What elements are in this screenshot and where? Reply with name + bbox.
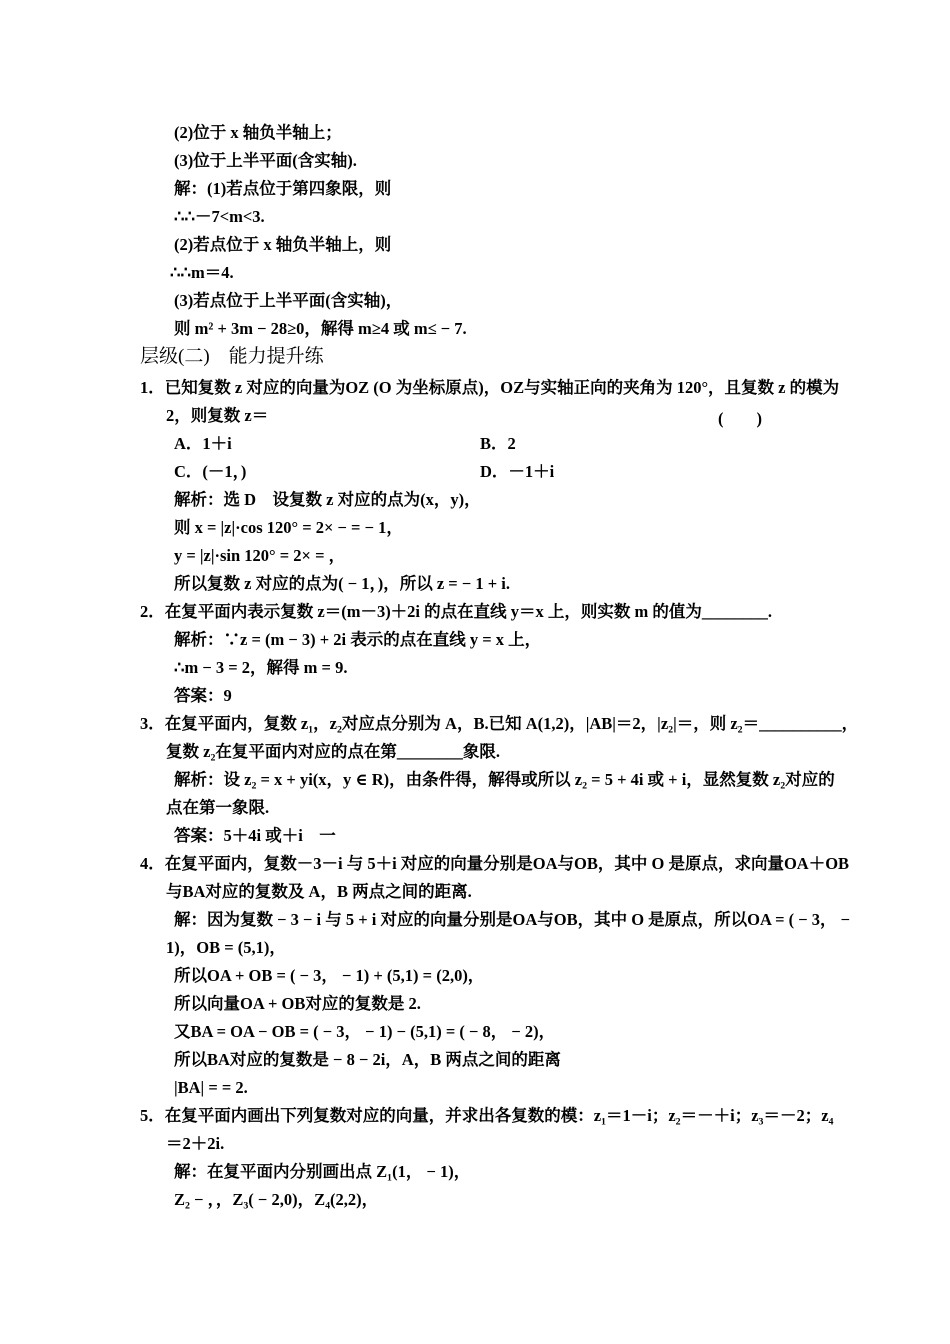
text-line: 与BA对应的复数及 A，B 两点之间的距离.	[166, 882, 472, 901]
choice-c: C．(－1，)	[174, 462, 247, 481]
question-2: 2．在复平面内表示复数 z＝(m－3)＋2i 的点在直线 y＝x 上，则实数 m 的值为________.	[140, 602, 773, 621]
question-4: 4．在复平面内，复数－3－i 与 5＋i 对应的向量分别是OA与OB，其中 O 是原点，求向量OA＋OB	[140, 854, 850, 873]
question-5: 5．在复平面内画出下列复数对应的向量，并求出各复数的模：z₁＝1－i；z₂＝－＋i；z₃＝－2；z₄	[140, 1106, 834, 1125]
question-3: 3．在复平面内，复数 z₁，z₂对应点分别为 A，B.已知 A(1,2)，|AB|＝2，|z₂|＝，则 z₂＝__________，	[140, 714, 859, 733]
text-line: ∴∴－7<m<3.	[174, 207, 265, 226]
solution-line: 解：(1)若点位于第四象限，则	[174, 179, 392, 198]
text-line: 点在第一象限.	[166, 798, 270, 817]
solution-line: 解：因为复数 − 3 − i 与 5 + i 对应的向量分别是OA与OB，其中 O 是原点，所以OA = ( − 3， −	[174, 910, 851, 929]
answer-bracket: ( )	[718, 409, 762, 428]
text-line: 则 x = |z|·cos 120° = 2× − = − 1，	[174, 518, 403, 537]
answer-line: 答案：5＋4i 或＋i 一	[174, 826, 336, 845]
question-1: 1．已知复数 z 对应的向量为OZ (O 为坐标原点)，OZ与实轴正向的夹角为 120°，且复数 z 的模为	[140, 378, 840, 397]
text-line: Z₂ − ，，Z₃( − 2,0)，Z₄(2,2)，	[174, 1190, 379, 1209]
choice-d: D．－1＋i	[480, 462, 555, 481]
text-line: 复数 z₂在复平面内对应的点在第________象限.	[166, 742, 501, 761]
answer-line: 答案：9	[174, 686, 232, 705]
text-line: 所以OA + OB = ( − 3， − 1) + (5,1) = (2,0)，	[174, 966, 485, 985]
text-line: (2)位于 x 轴负半轴上；	[174, 123, 342, 142]
solution-line: 解析：选 D 设复数 z 对应的点为(x，y)，	[174, 490, 481, 509]
choice-a: A．1＋i	[174, 434, 232, 453]
solution-line: 解析：∵z = (m − 3) + 2i 表示的点在直线 y = x 上，	[174, 630, 542, 649]
text-line: ＝2＋2i.	[166, 1134, 225, 1153]
text-line: (2)若点位于 x 轴负半轴上，则	[174, 235, 392, 254]
text-line: 则 m² + 3m − 28≥0，解得 m≥4 或 m≤ − 7.	[174, 319, 467, 338]
text-line: ∴m − 3 = 2，解得 m = 9.	[174, 658, 348, 677]
solution-line: 解：在复平面内分别画出点 Z₁(1， − 1)，	[174, 1162, 471, 1181]
text-line: 1)，OB = (5,1)，	[166, 938, 286, 957]
text-line: y = |z|·sin 120° = 2× = ，	[174, 546, 346, 565]
text-line: 2，则复数 z＝	[166, 406, 269, 425]
text-line: (3)位于上半平面(含实轴).	[174, 151, 357, 170]
text-line: ∴∴m＝4.	[170, 263, 234, 282]
text-line: 所以BA对应的复数是 − 8 − 2i，A，B 两点之间的距离	[174, 1050, 561, 1069]
text-line: 所以向量OA + OB对应的复数是 2.	[174, 994, 421, 1013]
section-heading: 层级(二) 能力提升练	[140, 346, 324, 367]
choice-b: B．2	[480, 434, 516, 453]
text-line: |BA| = = 2.	[174, 1078, 248, 1097]
solution-line: 解析：设 z₂ = x + yi(x，y ∈ R)，由条件得，解得或所以 z₂ = 5 + 4i 或 + i，显然复数 z₂对应的	[174, 770, 835, 789]
text-line: 所以复数 z 对应的点为( − 1，)，所以 z = − 1 + i.	[174, 574, 510, 593]
text-line: (3)若点位于上半平面(含实轴)，	[174, 291, 403, 310]
text-line: 又BA = OA − OB = ( − 3， − 1) − (5,1) = ( − 8， − 2)，	[174, 1022, 556, 1041]
